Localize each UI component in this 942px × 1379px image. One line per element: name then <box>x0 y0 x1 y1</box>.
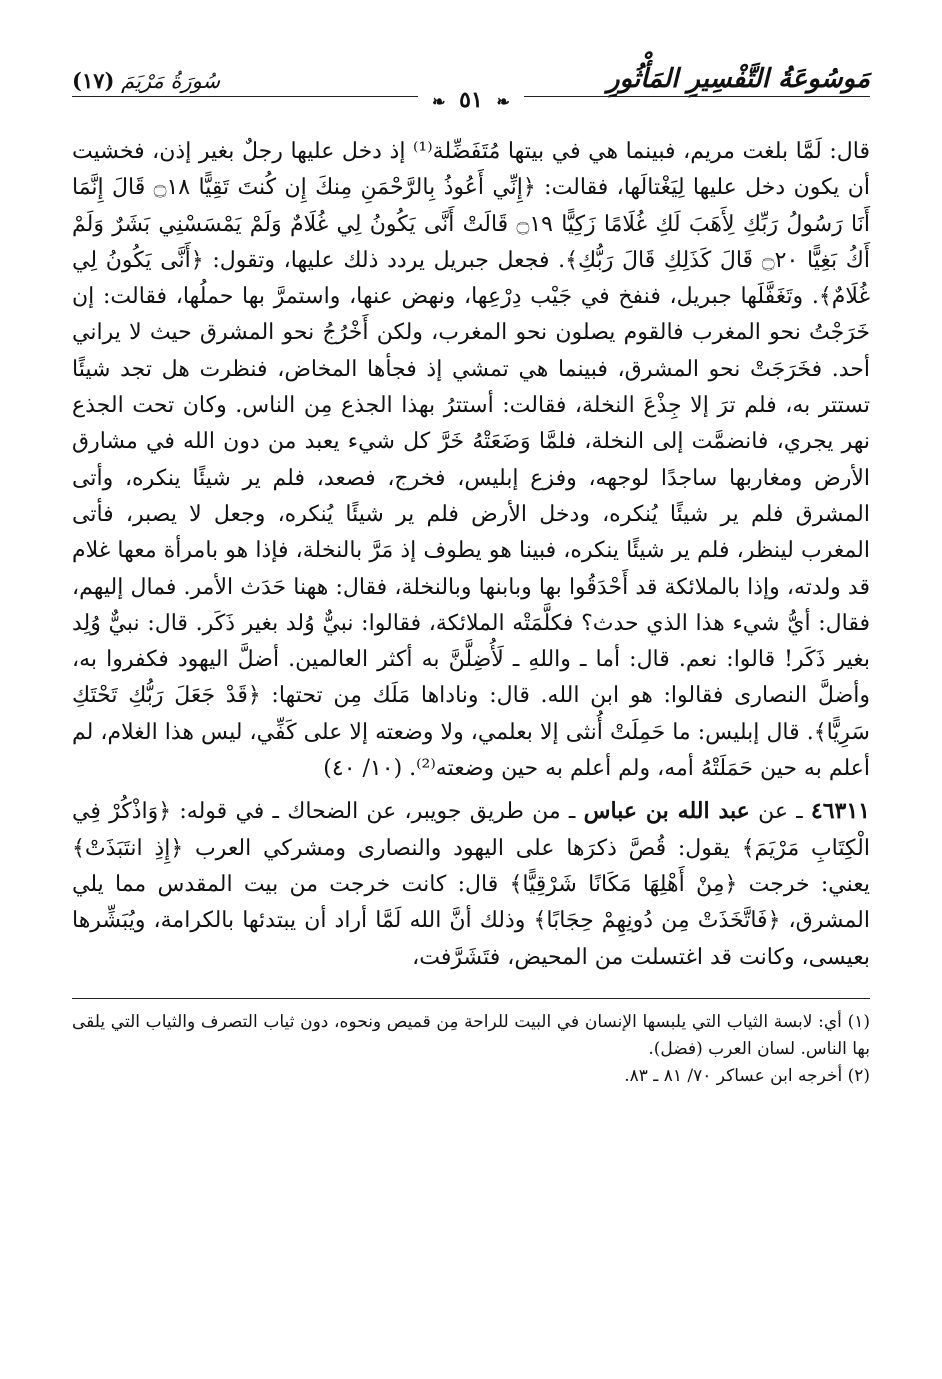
page-number: ٥١ <box>459 87 483 113</box>
footnote-divider <box>72 998 870 999</box>
hadith-number: ٤٦٣١١ <box>810 798 870 825</box>
footnote-1: (١) أي: لابسة الثياب التي يلبسها الإنسان في البيت للراحة مِن قميص ونحوه، دون ثياب التصرف والثياب التي يلقى بها الناس. لسان العرب (فضل). <box>72 1011 870 1059</box>
book-title: مَوسُوعَةُ التَّفْسِيرِ المَأْثُورِ <box>607 64 870 94</box>
paragraph-1: قال: لَمَّا بلغت مريم، فبينما هي في بيتها مُتَفَضِّلة⁽¹⁾ إذ دخل عليها رجلٌ بغير إذن، فخشيت أن يكون دخل عليها لِيَغْتالَها، فقالت: ﴿إِنِّي أَعُوذُ بِالرَّحْمَنِ مِنكَ إِن كُنتَ تَقِيًّا ۝١٨ قَالَ إِنَّمَا أَنَا رَسُولُ رَبِّكِ لِأَهَبَ لَكِ غُلَامًا زَكِيًّا ۝١٩ قَالَتْ أَنَّى يَكُونُ لِي غُلَامٌ وَلَمْ يَمْسَسْنِي بَشَرٌ وَلَمْ أَكُ بَغِيًّا ۝٢٠ قَالَ كَذَلِكِ قَالَ رَبُّكِ﴾. فجعل جبريل يردد ذلك عليها، وتقول: ﴿أَنَّى يَكُونُ لِي غُلَامٌ﴾. وتَغَفَّلَها جبريل، فنفخ في جَيْب دِرْعِها، ونهض عنها، واستمرَّ بها حملُها، فقالت: إن خَرَجْتُ نحو المغرب فالقوم يصلون نحو المغرب، ولكن أَخْرُجُ نحو المشرق حيث لا يراني أحد. فخَرَجَتْ نحو المشرق، فبينما هي تمشي إذ فجأها المخاض، فنظرت هل تجد شيئًا تستتر به، فلم ترَ إلا جِذْعَ النخلة، فقالت: أستترُ بهذا الجذع مِن الناس. وكان تحت الجذع نهر يجري، فانضمَّت إلى النخلة، فلمَّا وَضَعَتْهُ خَرَّ كل شيء يعبد من دون الله في مشارق الأرض ومغاربها ساجدًا لوجهه، وفزع إبليس، فخرج، فصعد، فلم ير شيئًا ينكره، وأتى المشرق فلم ير شيئًا يُنكره، ودخل الأرض فلم ير شيئًا يُنكره، وجعل لا يصبر، فأتى المغرب لينظر، فلم ير شيئًا ينكره، فبينا هو يطوف إذ مَرَّ بالنخلة، فإذا هو بامرأة معها غلام قد ولدته، وإذا بالملائكة قد أَحْدَقُوا بها وبابنها وبالنخلة، فقال: ههنا حَدَث الأمر. فمال إليهم، فقال: أيُّ شيء هذا الذي حدث؟ فكلَّمَتْه الملائكة، فقالوا: نبيٌّ وُلد بغير ذَكَر. قال: نبيٌّ وُلِد بغير ذَكَر! قالوا: نعم. قال: أما ـ واللهِ ـ لَأُضِلَّنَّ به أكثر العالمين. أضلَّ اليهود فكفروا به، وأضلَّ النصارى فقالوا: هو ابن الله. قال: وناداها مَلَك مِن تحتها: ﴿قَدْ جَعَلَ رَبُّكِ تَحْتَكِ سَرِيًّا﴾. قال إبليس: ما حَمِلَتْ أُنثى إلا بعلمي، ولا وضعته إلا على كَفِّي، ليس هذا الغلام، لم أعلم به حين حَمَلَتْهُ أمه، ولم أعلم به حين وضعته⁽²⁾. (١٠/ ٤٠) <box>72 139 871 782</box>
main-text <box>72 134 870 976</box>
footnotes <box>72 1009 870 1090</box>
surah-number: (١٧) <box>72 68 115 93</box>
page-number-container <box>72 87 870 113</box>
paragraph-2 <box>72 793 870 975</box>
paragraph-2-intro: ـ عن <box>749 799 811 825</box>
surah-name: سُورَةُ مَرْيَمَ <box>121 69 221 93</box>
page-number-badge <box>418 87 524 113</box>
ornament-right-icon: ❧ <box>496 92 510 111</box>
ornament-left-icon: ❧ <box>432 92 446 111</box>
page-header <box>72 60 870 120</box>
book-page <box>72 60 870 1359</box>
footnote-2: (٢) أخرجه ابن عساكر ٧٠/ ٨١ ـ ٨٣. <box>624 1065 870 1086</box>
narrator-name: عبد الله بن عباس <box>583 798 750 825</box>
paragraph-2-text: ـ من طريق جويبر، عن الضحاك ـ في قوله: ﴿وَاذْكُرْ فِي الْكِتَابِ مَرْيَمَ﴾ يقول: قُصَّ ذكرَها على اليهود والنصارى ومشركي العرب ﴿إِذِ انتَبَذَتْ﴾ يعني: خرجت ﴿مِنْ أَهْلِهَا مَكَانًا شَرْقِيًّا﴾ قال: كانت خرجت من بيت المقدس مما يلي المشرق، ﴿فَاتَّخَذَتْ مِن دُونِهِمْ حِجَابًا﴾ وذلك أنَّ الله لَمَّا أراد أن يبتدئها بالكرامة، ويُبَشِّرها بعيسى، وكانت قد اغتسلت من المحيض، فتَشَرَّفت، <box>72 799 870 970</box>
